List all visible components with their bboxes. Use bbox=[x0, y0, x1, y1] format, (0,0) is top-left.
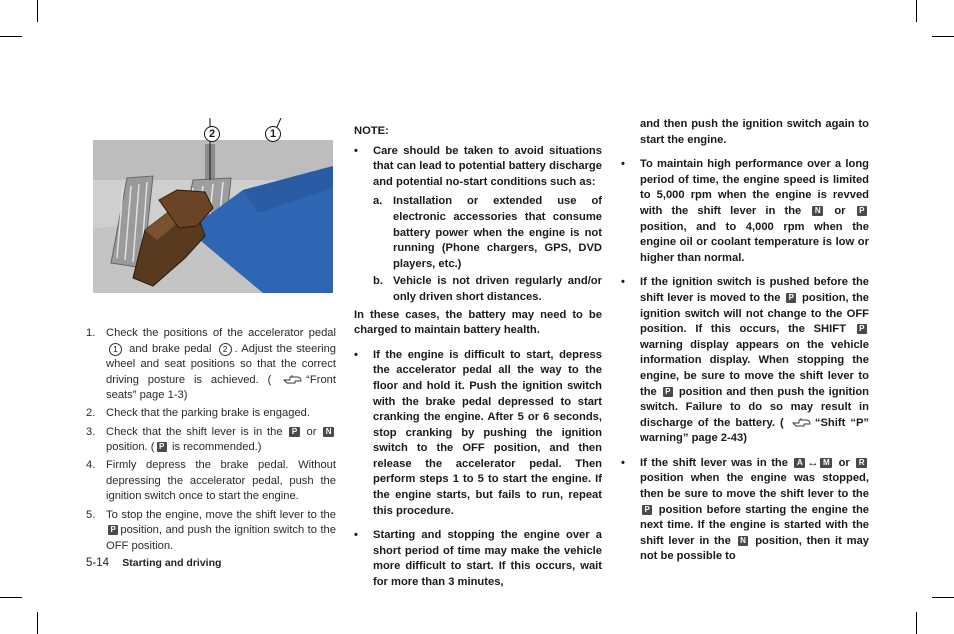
step-text: is recommended.) bbox=[171, 441, 262, 454]
step-text: Check that the shift lever is in the bbox=[106, 425, 283, 438]
list-item bbox=[373, 194, 602, 272]
note-text: If the ignition switch is pushed before the shift lever is moved to the bbox=[640, 276, 869, 304]
gear-p-badge: P bbox=[857, 206, 867, 216]
crop-mark bbox=[37, 612, 38, 634]
bullet: • bbox=[354, 529, 358, 542]
page-reference-icon bbox=[283, 374, 303, 384]
crop-mark bbox=[0, 36, 22, 37]
list-item bbox=[621, 157, 869, 266]
note-text: In these cases, the battery may need to be charged to maintain battery health. bbox=[354, 308, 602, 337]
gear-p-badge: P bbox=[289, 427, 299, 437]
note-text: position and then push the ignition switch. Failure to do so may result in discharge of the battery. ( bbox=[640, 385, 870, 429]
step-number: 2. bbox=[86, 407, 96, 420]
callout-1-marker: 1 bbox=[109, 343, 122, 356]
bullet: • bbox=[354, 348, 358, 361]
gear-n-badge: N bbox=[738, 536, 749, 546]
list-item bbox=[86, 406, 336, 422]
crop-mark bbox=[0, 597, 22, 598]
step-text: or bbox=[306, 425, 317, 438]
sub-letter: a. bbox=[373, 195, 383, 208]
step-text: Check that the parking brake is engaged. bbox=[106, 407, 310, 420]
note-text: Vehicle is not driven regularly and/or only driven short distances. bbox=[393, 275, 602, 303]
page-footer bbox=[86, 557, 221, 569]
gear-r-badge: R bbox=[856, 458, 867, 468]
crop-mark bbox=[932, 597, 954, 598]
list-item bbox=[354, 144, 602, 339]
list-item bbox=[86, 326, 336, 404]
list-item bbox=[373, 274, 602, 305]
note-text: If the engine is difficult to start, depress the accelerator pedal all the way to the floor and hold it. Push the ignition switch with the brake pedal depressed to start cranking the engine. After 5 or 6 seconds, stop cranking by pushing the ignition switch to the OFF position, and then release the accelerator pedal. Then perform steps 1 to 5 to start the engine. If the engine starts, but fails to run, repeat this procedure. bbox=[373, 348, 602, 517]
note-text: Care should be taken to avoid situations that can lead to potential battery discharge and potential no-start conditions such as: bbox=[373, 144, 602, 188]
note-text: or bbox=[834, 204, 846, 217]
crop-mark bbox=[916, 0, 917, 22]
gear-a-badge: A bbox=[794, 458, 805, 468]
bullet: • bbox=[621, 276, 625, 289]
note-text: If the shift lever was in the bbox=[640, 456, 788, 469]
gear-p-badge: P bbox=[663, 387, 673, 397]
start-procedure-steps bbox=[86, 326, 336, 557]
gear-p-badge: P bbox=[157, 442, 167, 452]
bullet: • bbox=[621, 456, 625, 469]
callout-2-label: 2 bbox=[208, 128, 216, 140]
crop-mark bbox=[37, 0, 38, 22]
callout-1 bbox=[265, 126, 281, 142]
gear-n-badge: N bbox=[323, 427, 334, 437]
list-item bbox=[621, 117, 869, 148]
note-text: position, the ignition switch will not change to the OFF position. If this occurs, the SHIFT bbox=[640, 291, 870, 336]
step-text: “Front seats” page 1-3) bbox=[106, 373, 337, 402]
sub-letter: b. bbox=[373, 275, 383, 288]
step-number: 1. bbox=[86, 327, 96, 339]
arrow-icon: ↔ bbox=[807, 456, 819, 469]
note-text: To maintain high performance over a long period of time, the engine speed is limited to 5,000 rpm when the engine is revved with the shift lever in the bbox=[640, 158, 869, 217]
note-text: position when the engine was stopped, then be sure to move the shift lever to the bbox=[640, 472, 869, 501]
gear-p-badge: P bbox=[642, 505, 652, 515]
step-text: Check the positions of the accelerator pedal bbox=[106, 327, 336, 339]
list-item bbox=[86, 458, 336, 505]
list-item bbox=[86, 425, 336, 456]
note-text: warning display appears on the vehicle information display. When stopping the engine, be sure to move the shift lever to the bbox=[640, 338, 869, 398]
list-item bbox=[621, 275, 869, 447]
callout-2-marker: 2 bbox=[219, 343, 232, 356]
callout-1-label: 1 bbox=[269, 128, 277, 140]
note-text: and then push the ignition switch again to start the engine. bbox=[640, 118, 869, 146]
crop-mark bbox=[916, 612, 917, 634]
note-text: position, and to 4,000 rpm when the engine oil or coolant temperature is low or higher than normal. bbox=[640, 220, 869, 264]
bullet: • bbox=[621, 158, 625, 171]
note-text: “Shift “P” warning” page 2-43) bbox=[640, 416, 870, 445]
gear-p-badge: P bbox=[857, 324, 867, 334]
note-section bbox=[354, 124, 602, 600]
step-number: 4. bbox=[86, 459, 96, 472]
list-item bbox=[621, 456, 869, 565]
crop-mark bbox=[932, 36, 954, 37]
gear-m-badge: M bbox=[820, 458, 832, 468]
step-text: and brake pedal bbox=[129, 342, 212, 355]
gear-p-badge: P bbox=[108, 525, 118, 535]
list-item bbox=[86, 508, 336, 555]
page-reference-icon bbox=[792, 417, 812, 427]
step-text: Firmly depress the brake pedal. Without depressing the accelerator pedal, push the ignition switch once to start the engine. bbox=[106, 459, 336, 503]
page-number: 5-14 bbox=[86, 557, 110, 569]
step-number: 3. bbox=[86, 425, 96, 438]
bullet: • bbox=[354, 144, 358, 157]
step-text: position. ( bbox=[106, 441, 155, 454]
list-item bbox=[354, 348, 602, 520]
note-text: Installation or extended use of electronic accessories that consume battery power when the engine is not running (Phone chargers, GPS, DVD players, etc.) bbox=[393, 195, 602, 270]
section-title: Starting and driving bbox=[122, 557, 222, 569]
gear-n-badge: N bbox=[812, 206, 823, 216]
note-text: position before starting the engine the next time. If the engine is started with the shift lever in the bbox=[640, 503, 869, 547]
note-heading: NOTE: bbox=[354, 125, 389, 137]
callout-2 bbox=[204, 126, 220, 142]
note-continued bbox=[621, 117, 869, 574]
step-text: position, and push the ignition switch to the OFF position. bbox=[106, 524, 336, 552]
gear-p-badge: P bbox=[786, 293, 796, 303]
note-text: position, then it may not be possible to bbox=[640, 534, 870, 563]
step-text: . Adjust the steering wheel and seat positions so that the correct driving posture is achieved. ( bbox=[106, 342, 337, 386]
step-number: 5. bbox=[86, 508, 96, 521]
list-item bbox=[354, 528, 602, 590]
step-text: To stop the engine, move the shift lever to the bbox=[106, 508, 336, 521]
note-text: or bbox=[838, 456, 850, 469]
pedal-illustration bbox=[93, 118, 333, 293]
note-text: Starting and stopping the engine over a short period of time may make the vehicle more difficult to start. If this occurs, wait for more than 3 minutes, bbox=[373, 529, 602, 589]
pedal-illustration-svg bbox=[93, 118, 333, 293]
